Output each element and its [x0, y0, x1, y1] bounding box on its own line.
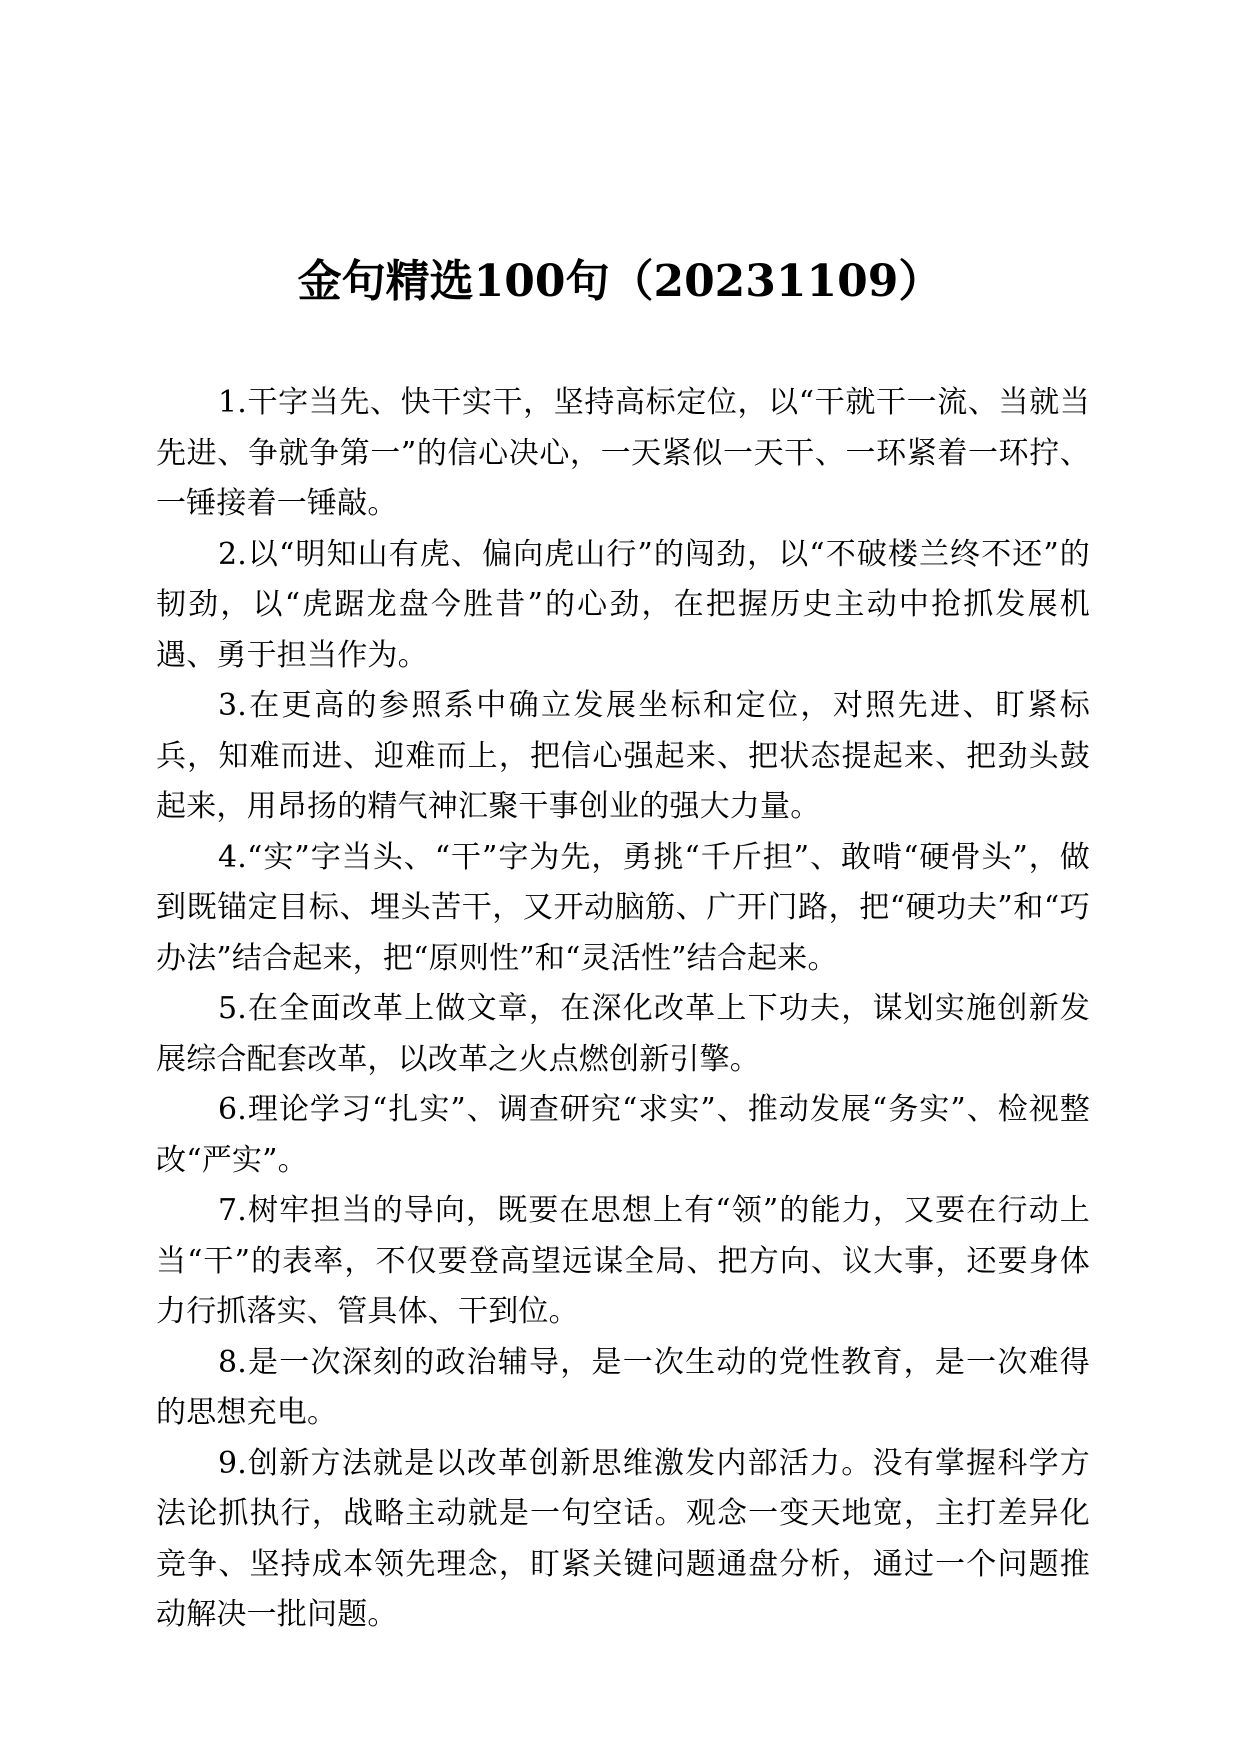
quote-paragraph-5: 5.在全面改革上做文章，在深化改革上下功夫，谋划实施创新发展综合配套改革，以改革之火点燃创新引擎。	[156, 991, 1090, 1077]
quote-paragraph-4: 4.“实”字当头、“干”字为先，勇挑“千斤担”、敢啃“硬骨头”，做到既锚定目标、埋头苦干，又开动脑筋、广开门路，把“硬功夫”和“巧办法”结合起来，把“原则性”和“灵活性”结合起来。	[156, 839, 1090, 976]
document-title: 金句精选100句（20231109）	[297, 256, 943, 307]
quote-paragraph-8: 8.是一次深刻的政治辅导，是一次生动的党性教育，是一次难得的思想充电。	[156, 1344, 1090, 1430]
document-body	[156, 378, 1090, 1641]
quote-paragraph-6: 6.理论学习“扎实”、调查研究“求实”、推动发展“务实”、检视整改“严实”。	[156, 1092, 1090, 1178]
quote-paragraph-1: 1.干字当先、快干实干，坚持高标定位，以“干就干一流、当就当先进、争就争第一”的信心决心，一天紧似一天干、一环紧着一环拧、一锤接着一锤敲。	[156, 385, 1090, 521]
quote-paragraph-9: 9.创新方法就是以改革创新思维激发内部活力。没有掌握科学方法论抓执行，战略主动就是一句空话。观念一变天地宽，主打差异化竞争、坚持成本领先理念，盯紧关键问题通盘分析，通过一个问题推动解决一批问题。	[156, 1445, 1090, 1632]
quote-paragraph-7: 7.树牢担当的导向，既要在思想上有“领”的能力，又要在行动上当“干”的表率，不仅要登高望远谋全局、把方向、议大事，还要身体力行抓落实、管具体、干到位。	[156, 1193, 1090, 1329]
quote-paragraph-2: 2.以“明知山有虎、偏向虎山行”的闯劲，以“不破楼兰终不还”的韧劲，以“虎踞龙盘今胜昔”的心劲，在把握历史主动中抢抓发展机遇、勇于担当作为。	[156, 536, 1090, 673]
quote-paragraph-3: 3.在更高的参照系中确立发展坐标和定位，对照先进、盯紧标兵，知难而进、迎难而上，把信心强起来、把状态提起来、把劲头鼓起来，用昂扬的精气神汇聚干事创业的强大力量。	[156, 688, 1090, 824]
